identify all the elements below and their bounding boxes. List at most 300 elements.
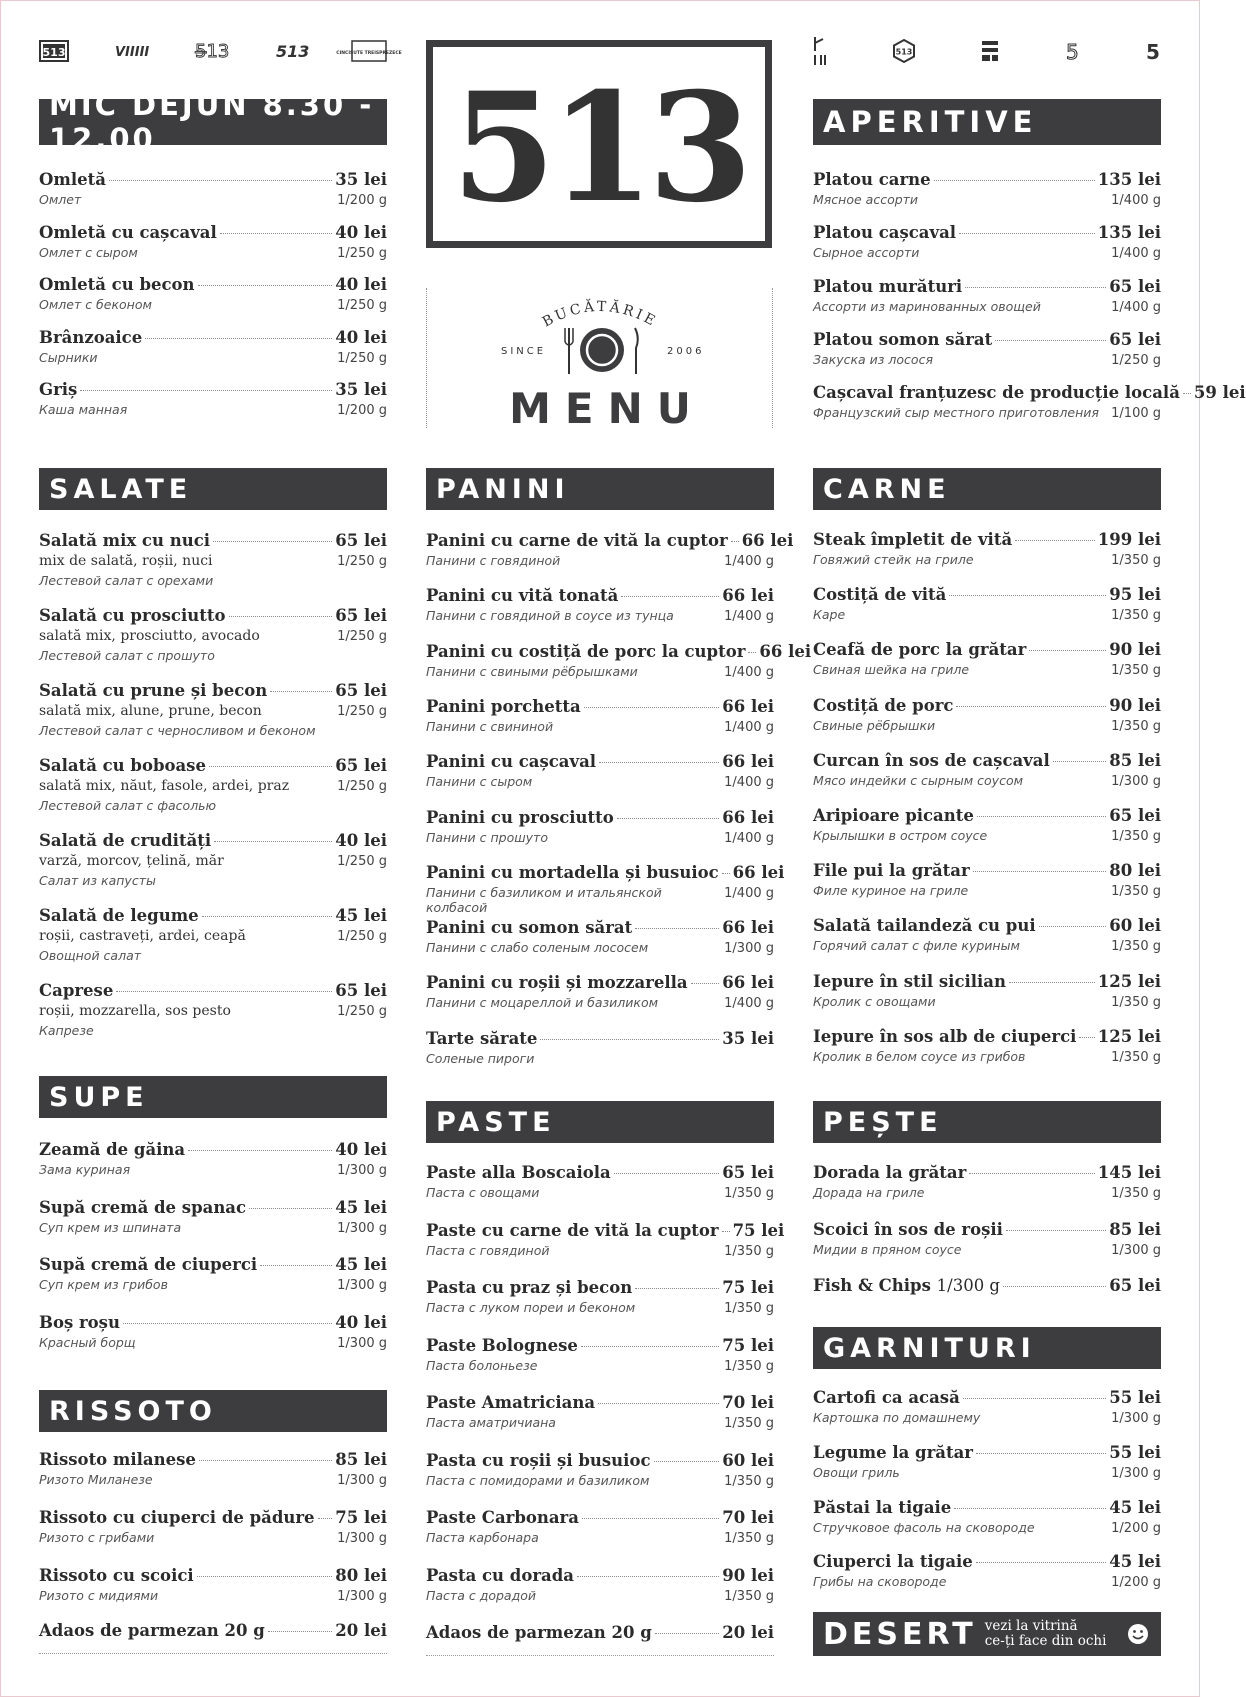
menu-item-russian: Дорада на гриле <box>813 1185 925 1200</box>
menu-item-header <box>39 1621 387 1643</box>
menu-item-ru-row <box>39 1220 387 1240</box>
menu-item-price: 40 lei <box>335 831 387 850</box>
menu-item-header <box>39 831 387 853</box>
dot-leader <box>268 1631 332 1632</box>
menu-item-name: Costiță de porc <box>813 695 954 715</box>
menu-item-name: Salată mix cu nuci <box>39 531 211 550</box>
dot-leader <box>635 1288 719 1289</box>
menu-item-name: Paste alla Boscaiola <box>426 1163 611 1182</box>
menu-item <box>813 530 1161 572</box>
menu-item-description: roșii, castraveți, ardei, ceapă <box>39 928 246 944</box>
menu-item-header <box>39 756 387 778</box>
menu-item <box>426 1566 774 1608</box>
menu-item-price: 65 lei <box>335 606 387 625</box>
menu-item-weight: 1/350 g <box>724 1243 774 1259</box>
dot-leader <box>599 762 719 763</box>
menu-item-price: 75 lei <box>335 1508 387 1527</box>
menu-item-price: 45 lei <box>1109 1552 1161 1572</box>
menu-item-price: 55 lei <box>1109 1442 1161 1462</box>
dot-leader <box>209 766 332 767</box>
menu-item-price: 20 lei <box>335 1621 387 1640</box>
menu-item <box>39 1450 387 1492</box>
menu-item-weight: 1/250 g <box>337 854 387 869</box>
menu-item-price: 66 lei <box>722 807 774 827</box>
menu-item-ru-row <box>39 1335 387 1355</box>
menu-item-russian: Паста аматричиана <box>426 1415 556 1430</box>
menu-item-weight: 1/300 g <box>1111 1465 1161 1481</box>
menu-item-ru-row <box>426 1415 774 1435</box>
menu-item <box>813 696 1161 738</box>
menu-item-name: Rissoto cu ciuperci de pădure <box>39 1508 315 1527</box>
menu-item-header <box>426 1029 774 1051</box>
menu-item-ru-row <box>426 940 774 960</box>
menu-item-header <box>39 531 387 553</box>
menu-item-russian: Паста болоньезе <box>426 1357 538 1373</box>
menu-item-ru-row <box>813 607 1161 627</box>
menu-item-ru-row <box>813 1185 1161 1205</box>
menu-item-header <box>39 1450 387 1472</box>
section-header-paste: PASTE <box>426 1101 774 1143</box>
menu-item-russian: Панини с прошуто <box>426 829 548 845</box>
menu-item-ru-row <box>813 828 1161 848</box>
menu-item-weight: 1/300 g <box>1111 1243 1161 1258</box>
dot-leader <box>976 1453 1106 1454</box>
menu-item-weight: 1/350 g <box>724 1588 774 1604</box>
dot-leader <box>1009 982 1095 983</box>
menu-item-header <box>39 223 387 245</box>
menu-item <box>813 383 1246 425</box>
menu-item <box>813 1027 1161 1069</box>
menu-item-name: Tarte sărate <box>426 1028 538 1048</box>
menu-item-russian: Соленые пироги <box>426 1050 535 1066</box>
menu-item-russian: Паста с овощами <box>426 1185 540 1200</box>
menu-item-name: Salată de legume <box>39 906 199 925</box>
menu-item-price: 66 lei <box>741 531 794 550</box>
menu-item-header <box>813 530 1161 552</box>
menu-item-name: Caprese <box>39 981 114 1000</box>
menu-item <box>39 380 387 422</box>
menu-item-russian: Кролик с овощами <box>813 993 936 1009</box>
menu-item-ru-row <box>426 1588 774 1608</box>
menu-item <box>39 831 387 893</box>
menu-item-name: Supă cremă de spanac <box>39 1197 247 1217</box>
dot-leader <box>995 340 1106 341</box>
menu-item-price: 45 lei <box>335 1255 387 1274</box>
section-end-dotted-line <box>39 1653 387 1654</box>
dot-leader <box>963 1398 1106 1399</box>
dot-leader <box>1039 926 1107 927</box>
menu-item-weight: 1/250 g <box>337 704 387 719</box>
menu-item-ru-row <box>426 553 774 573</box>
menu-item-weight: 1/300 g <box>337 1335 387 1351</box>
menu-item-price: 145 lei <box>1097 1163 1161 1182</box>
menu-item <box>813 223 1161 265</box>
menu-item-price: 60 lei <box>722 1450 774 1470</box>
menu-item-russian: Филе куриное на гриле <box>813 883 969 899</box>
menu-item-russian: Панини с свиными рёбрышками <box>426 663 638 679</box>
menu-item-ru-row <box>39 297 387 317</box>
menu-item-header <box>426 1508 774 1530</box>
logos-left <box>39 38 402 64</box>
dot-leader <box>220 233 332 234</box>
menu-item-price: 66 lei <box>722 918 774 938</box>
menu-item-russian: Французский сыр местного приготовления <box>813 405 1099 421</box>
menu-item-name: Scoici în sos de roșii <box>813 1220 1003 1239</box>
dot-leader <box>959 233 1095 234</box>
menu-item <box>39 223 387 265</box>
menu-item-weight: 1/400 g <box>724 775 774 791</box>
desert-note-line-2: ce-ți face din ochi <box>984 1633 1107 1649</box>
menu-item-russian: Картошка по домашнему <box>813 1410 981 1425</box>
menu-item-russian: Панини с моцареллой и базиликом <box>426 995 659 1011</box>
menu-item-weight: 1/300 g <box>337 1531 387 1546</box>
menu-item-ru-row <box>813 299 1161 319</box>
logo-513-hexagon-icon <box>892 40 916 62</box>
menu-item-name: Cartofi ca acasă <box>813 1388 960 1407</box>
menu-item-header <box>426 1566 774 1588</box>
menu-item-ru-row <box>813 1520 1161 1540</box>
menu-item-weight: 1/250 g <box>337 929 387 944</box>
dot-leader <box>577 1576 719 1577</box>
menu-item <box>813 861 1161 903</box>
menu-item-weight: 1/350 g <box>1111 718 1161 734</box>
menu-item <box>39 1508 387 1550</box>
menu-item-header <box>813 1276 1161 1298</box>
menu-item <box>39 756 387 818</box>
svg-text:513: 513 <box>895 47 912 57</box>
menu-item-name: Paste cu carne de vită la cuptor <box>426 1220 719 1240</box>
dot-leader <box>540 1039 719 1040</box>
dot-leader <box>229 616 333 617</box>
menu-item-price: 66 lei <box>722 973 774 993</box>
menu-item-name: Panini cu mortadella și busuioc <box>426 862 719 882</box>
menu-item-ru-row <box>813 994 1161 1014</box>
logo-cincisute-icon <box>336 40 402 62</box>
svg-text:BUCĂTĂRIE: BUCĂTĂRIE <box>539 298 661 331</box>
dot-leader <box>617 818 719 819</box>
dot-leader <box>260 1265 332 1266</box>
menu-item-ru-row <box>426 995 774 1015</box>
menu-item-name: Paste Bolognese <box>426 1335 578 1355</box>
menu-item-weight: 1/250 g <box>337 298 387 313</box>
menu-item-header <box>813 972 1161 994</box>
menu-item-price: 66 lei <box>759 641 812 661</box>
menu-item-weight: 1/200 g <box>1111 1575 1161 1591</box>
menu-item-price: 65 lei <box>1109 1276 1161 1295</box>
menu-item <box>39 981 387 1043</box>
menu-item-ru-row <box>39 1472 387 1492</box>
dot-leader <box>973 871 1107 872</box>
menu-item-weight: 1/200 g <box>337 403 387 418</box>
menu-item-ru-row <box>426 774 774 794</box>
menu-item-russian: Салат из капусты <box>39 873 156 888</box>
svg-text:513: 513 <box>42 46 66 59</box>
section-end-dotted-line <box>426 1655 774 1656</box>
menu-item-name: Platou somon sărat <box>813 329 993 349</box>
dot-leader <box>1015 540 1095 541</box>
menu-item-ru-row <box>426 1185 774 1205</box>
menu-item-ru-row <box>426 608 774 628</box>
menu-item-weight: 1/250 g <box>337 629 387 644</box>
menu-item-ru-row <box>39 1023 387 1043</box>
menu-item-name: Ceafă de porc la grătar <box>813 640 1027 660</box>
menu-item <box>426 752 774 794</box>
menu-item-price: 70 lei <box>722 1508 774 1527</box>
dot-leader <box>722 873 730 874</box>
brand-emblem <box>426 288 774 433</box>
menu-item-price: 199 lei <box>1097 530 1161 549</box>
menu-item-price: 75 lei <box>722 1335 774 1355</box>
dot-leader <box>584 707 720 708</box>
dot-leader <box>318 1518 333 1519</box>
menu-item-price: 90 lei <box>1109 640 1161 660</box>
menu-item-price: 40 lei <box>335 1140 387 1159</box>
menu-item-russian: Панини с свининой <box>426 718 554 734</box>
svg-text:CINCISUTE TREISPREZECE: CINCISUTE TREISPREZECE <box>336 51 402 56</box>
dot-leader <box>123 1323 332 1324</box>
menu-item-weight: 1/350 g <box>1111 1186 1161 1201</box>
dot-leader <box>976 1562 1106 1563</box>
menu-item-ru-row <box>426 719 774 739</box>
menu-item-ru-row <box>813 1465 1161 1485</box>
menu-item-name: Aripioare picante <box>813 806 974 825</box>
menu-item-weight: 1/400 g <box>724 554 774 569</box>
menu-item-price: 20 lei <box>722 1623 774 1642</box>
menu-item-ru-row <box>39 1530 387 1550</box>
menu-item-name: Platou murături <box>813 276 963 296</box>
menu-item-name: Omletă <box>39 170 106 189</box>
menu-item-price: 65 lei <box>335 681 387 700</box>
menu-item <box>813 916 1161 958</box>
menu-item-name: Rissoto milanese <box>39 1450 196 1469</box>
dot-leader <box>197 1576 333 1577</box>
menu-item <box>426 1451 774 1493</box>
menu-item-header <box>426 586 774 608</box>
menu-item-header <box>39 380 387 402</box>
menu-item-russian: Горячий салат с филе куриным <box>813 938 1020 954</box>
menu-item-russian: Панини с слабо соленым лососем <box>426 940 649 956</box>
smiley-icon <box>1127 1623 1149 1645</box>
menu-item-header <box>813 1163 1161 1185</box>
menu-item-russian: Ризото с мидиями <box>39 1588 159 1603</box>
menu-item-russian: Кролик в белом соусе из грибов <box>813 1048 1026 1064</box>
menu-item-desc-row <box>39 628 387 648</box>
menu-item-weight: 1/400 g <box>1111 299 1161 315</box>
menu-item-desc-row <box>39 553 387 573</box>
menu-item-russian: Закуска из лосося <box>813 351 933 367</box>
menu-item-header <box>39 981 387 1003</box>
menu-item-name: Platou cașcaval <box>813 223 957 243</box>
menu-item-weight: 1/400 g <box>724 830 774 846</box>
menu-item-russian: Ризото Миланезе <box>39 1472 153 1487</box>
menu-item-header <box>426 752 774 774</box>
logo-5-bold-icon <box>1145 40 1161 62</box>
dot-leader <box>581 1346 719 1347</box>
menu-item-russian: Суп крем из шпината <box>39 1219 182 1235</box>
menu-item-ru-row <box>39 1162 387 1182</box>
menu-item-ru-row <box>813 245 1161 265</box>
menu-item-header <box>813 1027 1161 1049</box>
menu-item-ru-row <box>813 405 1161 425</box>
menu-item-desc-row <box>39 853 387 873</box>
menu-item-weight: 1/350 g <box>724 1473 774 1489</box>
dot-leader <box>270 691 332 692</box>
menu-item-name: Rissoto cu scoici <box>39 1566 194 1585</box>
menu-item-russian: Свиные рёбрышки <box>813 717 936 733</box>
menu-item-header <box>426 531 794 553</box>
menu-item <box>426 641 812 684</box>
dot-leader <box>199 1460 332 1461</box>
section-header-aperitive: APERITIVE <box>813 99 1161 145</box>
menu-item-name: Brânzoaice <box>39 327 143 347</box>
menu-item-price: 40 lei <box>335 275 387 294</box>
menu-item-price: 40 lei <box>335 327 387 347</box>
menu-item-price: 85 lei <box>1109 750 1161 770</box>
menu-item-russian: Зама куриная <box>39 1162 131 1177</box>
menu-item-price: 65 lei <box>1109 276 1161 296</box>
menu-item-price: 66 lei <box>722 586 774 606</box>
menu-item-russian: Овощной салат <box>39 948 142 963</box>
logo-viiiii-icon <box>115 40 149 62</box>
menu-item <box>813 640 1161 682</box>
menu-item-header <box>39 1508 387 1530</box>
dot-leader <box>635 928 719 929</box>
menu-item-weight: 1/350 g <box>1111 939 1161 955</box>
menu-item-description: varză, morcov, țelină, măr <box>39 853 224 869</box>
menu-item-weight: 1/300 g <box>1111 773 1161 789</box>
menu-item <box>813 751 1161 793</box>
svg-text:5: 5 <box>1146 40 1160 64</box>
column-left <box>39 0 402 1697</box>
menu-item-header <box>813 696 1161 718</box>
menu-item-weight: 1/250 g <box>1111 352 1161 368</box>
menu-item <box>39 1566 387 1608</box>
menu-item-header <box>426 1278 774 1300</box>
menu-item-price: 80 lei <box>335 1566 387 1585</box>
menu-item-price: 70 lei <box>722 1393 774 1412</box>
menu-item <box>813 972 1161 1014</box>
menu-item-ru-row <box>813 192 1161 212</box>
menu-item-header <box>39 1140 387 1162</box>
logo-5-13-vertical-icon <box>813 40 827 62</box>
menu-item-weight: 1/300 g <box>1111 1411 1161 1426</box>
desert-note-line-1: vezi la vitrină <box>984 1618 1078 1634</box>
menu-item-weight: 1/400 g <box>724 609 774 625</box>
menu-item-header <box>426 697 774 719</box>
menu-item-name: Zeamă de găina <box>39 1140 186 1159</box>
menu-item-ru-row <box>39 1277 387 1297</box>
menu-item-name: Steak împletit de vită <box>813 530 1013 549</box>
menu-item-header <box>813 861 1161 883</box>
menu-item-russian: Панини с говядиной <box>426 553 561 568</box>
dot-leader <box>949 595 1106 596</box>
menu-item-header <box>426 1623 774 1645</box>
dot-leader <box>731 541 739 542</box>
menu-item-header <box>813 383 1246 405</box>
menu-item <box>39 1140 387 1182</box>
menu-item-header <box>426 862 785 885</box>
menu-item <box>39 170 387 212</box>
menu-item-russian: Паста с луком пореи и беконом <box>426 1300 636 1315</box>
menu-item-name: Pasta cu praz și becon <box>426 1278 633 1297</box>
menu-item-description: salată mix, prosciutto, avocado <box>39 628 260 644</box>
menu-item-header <box>813 1443 1161 1465</box>
menu-item-header <box>426 1393 774 1415</box>
menu-item-weight: 1/350 g <box>724 1358 774 1374</box>
menu-item-header <box>813 806 1161 828</box>
menu-item-russian: Мидии в пряном соусе <box>813 1242 962 1257</box>
menu-item <box>813 330 1161 372</box>
menu-item-ru-row <box>426 1051 774 1071</box>
menu-item-header <box>39 328 387 350</box>
section-header-garnituri: GARNITURI <box>813 1327 1161 1369</box>
menu-item-ru-row <box>813 1410 1161 1430</box>
menu-item-ru-row <box>426 1530 774 1550</box>
menu-item-header <box>39 606 387 628</box>
dot-leader <box>977 816 1106 817</box>
menu-item <box>813 277 1161 319</box>
menu-item-name: Ciuperci la tigaie <box>813 1552 973 1572</box>
menu-item-name: Adaos de parmezan 20 g <box>426 1623 652 1642</box>
menu-item-price: 66 lei <box>732 862 785 882</box>
menu-item <box>426 918 774 960</box>
menu-item-russian: Ризото с грибами <box>39 1530 155 1545</box>
menu-item-ru-row <box>426 1358 774 1378</box>
menu-item-desc-row <box>39 1003 387 1023</box>
menu-item-name: Dorada la grătar <box>813 1163 967 1182</box>
dot-leader <box>198 285 333 286</box>
menu-item-ru-row <box>426 1300 774 1320</box>
menu-item <box>426 1508 774 1550</box>
menu-item-name: Panini cu vită tonată <box>426 586 619 606</box>
menu-item-ru-row <box>39 873 387 893</box>
menu-item-price: 65 lei <box>722 1163 774 1182</box>
menu-item <box>426 1336 774 1378</box>
brand-box <box>426 40 772 248</box>
menu-item-weight: 1/250 g <box>337 554 387 569</box>
dot-leader <box>956 706 1106 707</box>
menu-item-name: Salată de crudități <box>39 831 212 850</box>
menu-item-price: 66 lei <box>722 696 774 716</box>
menu-item-header <box>39 906 387 928</box>
menu-item-ru-row <box>813 662 1161 682</box>
menu-item-description: mix de salată, roșii, nuci <box>39 553 213 569</box>
menu-item-header <box>813 223 1161 245</box>
menu-item-ru-row <box>426 1473 774 1493</box>
menu-item-weight: 1/300 g <box>337 1163 387 1178</box>
menu-item-price: 85 lei <box>335 1450 387 1469</box>
menu-item <box>426 862 785 915</box>
section-header-salate: SALATE <box>39 468 387 510</box>
menu-item-header <box>426 808 774 830</box>
menu-item-weight: 1/350 g <box>1111 608 1161 624</box>
menu-item-russian: Омлет с беконом <box>39 297 152 312</box>
section-header-peste: PEȘTE <box>813 1101 1161 1143</box>
menu-item <box>813 170 1161 212</box>
menu-item-price: 60 lei <box>1109 916 1161 936</box>
menu-item-weight: 1/400 g <box>1111 193 1161 208</box>
menu-item-ru-row <box>426 884 774 915</box>
menu-item <box>813 1163 1161 1205</box>
menu-item-name: Panini cu somon sărat <box>426 918 633 938</box>
dot-leader <box>80 390 332 391</box>
menu-item-name: Boș roșu <box>39 1312 120 1332</box>
menu-item-ru-row <box>426 664 774 684</box>
menu-item <box>813 1498 1161 1540</box>
logo-513-script-icon <box>195 40 229 62</box>
menu-item-weight: 1/100 g <box>1111 406 1161 422</box>
menu-item-weight: 1/250 g <box>337 350 387 366</box>
